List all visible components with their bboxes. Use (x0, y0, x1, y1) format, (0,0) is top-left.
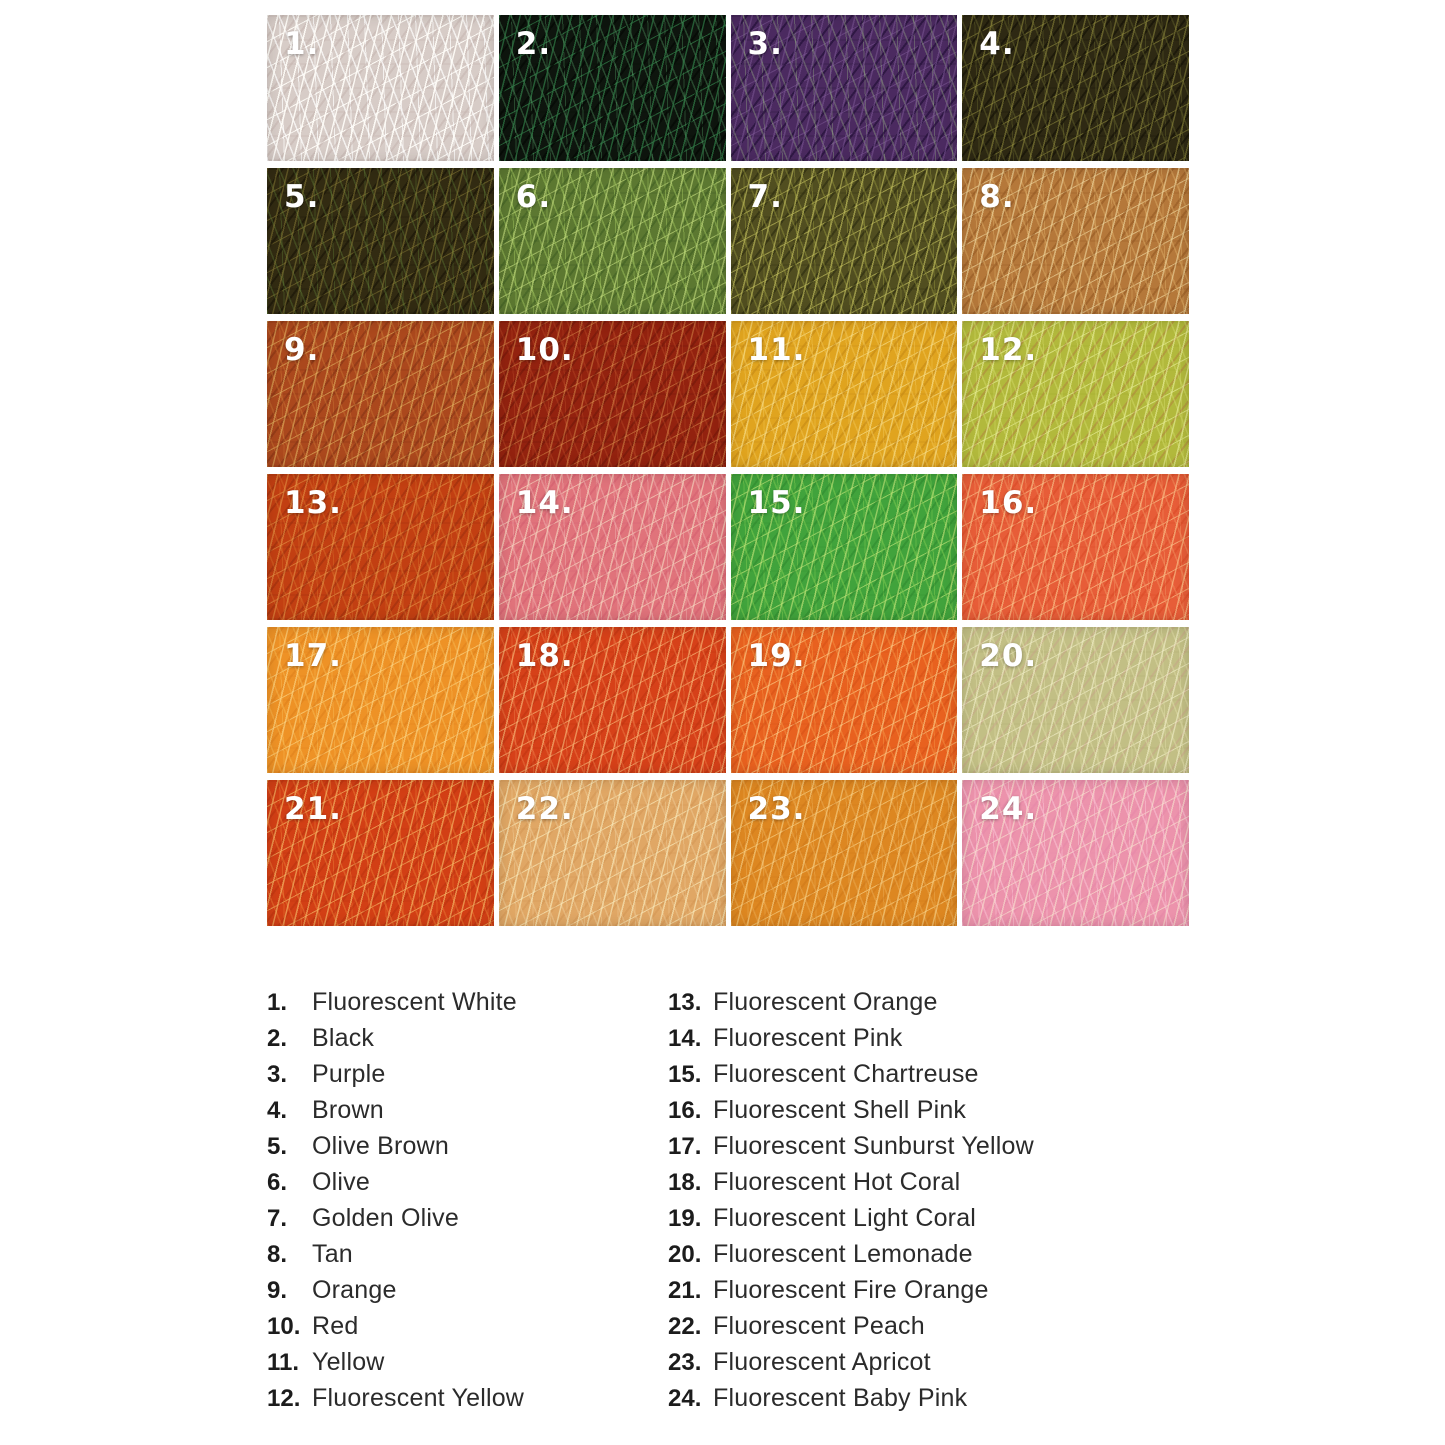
swatch-number: 12. (979, 332, 1038, 368)
legend-item-label: Yellow (312, 1348, 385, 1376)
legend-item (267, 1020, 687, 1056)
swatch-tan (962, 168, 1189, 314)
legend-item-number: 8. (267, 1241, 288, 1268)
legend-item (267, 1272, 687, 1308)
legend-item-number: 3. (267, 1061, 288, 1088)
legend-item-number: 24. (668, 1385, 702, 1412)
legend-item-number: 19. (668, 1205, 702, 1232)
legend-item-number: 20. (668, 1241, 702, 1268)
legend-item-label: Red (312, 1312, 359, 1340)
legend-item (267, 1380, 687, 1416)
swatch-purple (731, 15, 958, 161)
swatch-olive (499, 168, 726, 314)
legend-item (267, 1308, 687, 1344)
legend-item-label: Olive (312, 1168, 370, 1196)
swatch-number: 5. (284, 179, 320, 215)
legend-item-number: 2. (267, 1025, 288, 1052)
legend-item-number: 10. (267, 1313, 301, 1340)
legend-item (267, 1344, 687, 1380)
legend-item-number: 21. (668, 1277, 702, 1304)
legend-item (668, 1056, 1088, 1092)
swatch-number: 16. (979, 485, 1038, 521)
swatch-fluorescent-lemonade (962, 627, 1189, 773)
swatch-fluorescent-orange (267, 474, 494, 620)
legend-item-label: Olive Brown (312, 1132, 449, 1160)
legend-item (668, 1092, 1088, 1128)
swatch-number: 8. (979, 179, 1015, 215)
swatch-number: 17. (284, 638, 342, 674)
legend-item-label: Fluorescent Fire Orange (713, 1276, 989, 1304)
legend-item (668, 1380, 1088, 1416)
swatch-fluorescent-peach (499, 780, 726, 926)
swatch-number: 13. (284, 485, 342, 521)
swatch-number: 4. (979, 26, 1015, 62)
swatch-orange (267, 321, 494, 467)
swatch-number: 20. (979, 638, 1038, 674)
legend-item-label: Fluorescent Orange (713, 988, 938, 1016)
swatch-number: 15. (747, 485, 806, 521)
legend-item-label: Fluorescent Yellow (312, 1384, 525, 1412)
swatch-number: 6. (515, 179, 552, 215)
legend-item-number: 22. (668, 1313, 702, 1340)
legend-item-number: 4. (267, 1097, 288, 1124)
legend-item (267, 1236, 687, 1272)
legend-column-right (668, 984, 1088, 1416)
legend-item-number: 14. (668, 1025, 702, 1052)
swatch-red (499, 321, 726, 467)
legend-item-label: Golden Olive (312, 1204, 459, 1232)
legend-item (267, 1128, 687, 1164)
legend-item-label: Black (312, 1024, 375, 1052)
swatch-fluorescent-baby-pink (962, 780, 1189, 926)
legend-item-number: 23. (668, 1349, 702, 1376)
legend-item-number: 1. (267, 989, 288, 1016)
legend-item-number: 17. (668, 1133, 702, 1160)
legend-item (267, 1092, 687, 1128)
swatch-fluorescent-shell-pink (962, 474, 1189, 620)
swatch-golden-olive (731, 168, 958, 314)
legend-item (668, 1020, 1088, 1056)
legend-item-number: 16. (668, 1097, 702, 1124)
legend-item-label: Fluorescent Peach (713, 1312, 925, 1340)
swatch-number: 3. (747, 26, 783, 62)
legend-item-label: Fluorescent Shell Pink (713, 1096, 967, 1124)
swatch-number: 14. (515, 485, 574, 521)
swatch-olive-brown (267, 168, 494, 314)
legend-item-label: Fluorescent Light Coral (713, 1204, 977, 1232)
swatch-number: 18. (515, 638, 574, 674)
swatch-number: 10. (515, 332, 574, 368)
legend-item (668, 1236, 1088, 1272)
swatch-number: 1. (284, 26, 320, 62)
legend-column-left (267, 984, 687, 1416)
swatch-fluorescent-pink (499, 474, 726, 620)
legend-item-label: Fluorescent Pink (713, 1024, 903, 1052)
legend-item-label: Fluorescent Chartreuse (713, 1060, 979, 1088)
swatch-number: 24. (979, 791, 1038, 827)
legend-item-number: 15. (668, 1061, 702, 1088)
legend-item-label: Fluorescent Baby Pink (713, 1384, 968, 1412)
swatch-fluorescent-white (267, 15, 494, 161)
swatch-number: 7. (747, 179, 783, 215)
swatch-number: 19. (747, 638, 806, 674)
legend-item (668, 1164, 1088, 1200)
legend-item-label: Fluorescent Hot Coral (713, 1168, 961, 1196)
swatch-fluorescent-chartreuse (731, 474, 958, 620)
legend-item-number: 12. (267, 1385, 301, 1412)
legend-item (668, 1344, 1088, 1380)
legend-item (267, 984, 687, 1020)
legend-item (668, 1308, 1088, 1344)
legend-item (267, 1056, 687, 1092)
swatch-fluorescent-light-coral (731, 627, 958, 773)
swatch-fluorescent-yellow (962, 321, 1189, 467)
legend-item-number: 7. (267, 1205, 288, 1232)
swatch-number: 11. (747, 332, 806, 368)
swatch-fluorescent-fire-orange (267, 780, 494, 926)
legend-item-number: 9. (267, 1277, 288, 1304)
legend-item-number: 11. (267, 1349, 300, 1376)
legend-item-label: Brown (312, 1096, 384, 1124)
legend-item (668, 984, 1088, 1020)
swatch-number: 2. (515, 26, 552, 62)
swatch-brown (962, 15, 1189, 161)
swatch-number: 9. (284, 332, 320, 368)
legend-item (267, 1200, 687, 1236)
swatch-number: 22. (515, 791, 574, 827)
swatch-number: 21. (284, 791, 342, 827)
swatch-black (499, 15, 726, 161)
swatch-yellow (731, 321, 958, 467)
legend-item-number: 5. (267, 1133, 288, 1160)
legend-item (668, 1128, 1088, 1164)
legend-item-number: 18. (668, 1169, 702, 1196)
swatch-grid (267, 15, 1189, 926)
legend-item-label: Fluorescent White (312, 988, 517, 1016)
swatch-fluorescent-sunburst-yellow (267, 627, 494, 773)
legend-item-label: Fluorescent Sunburst Yellow (713, 1132, 1034, 1160)
legend-item-label: Orange (312, 1276, 397, 1304)
legend-item (668, 1200, 1088, 1236)
legend-item-number: 13. (668, 989, 702, 1016)
legend-item-label: Tan (312, 1240, 353, 1268)
legend-item (668, 1272, 1088, 1308)
swatch-fluorescent-apricot (731, 780, 958, 926)
swatch-number: 23. (747, 791, 806, 827)
swatch-fluorescent-hot-coral (499, 627, 726, 773)
legend-item (267, 1164, 687, 1200)
legend-item-label: Fluorescent Lemonade (713, 1240, 973, 1268)
legend-item-label: Purple (312, 1060, 386, 1088)
legend-item-label: Fluorescent Apricot (713, 1348, 931, 1376)
legend-item-number: 6. (267, 1169, 288, 1196)
